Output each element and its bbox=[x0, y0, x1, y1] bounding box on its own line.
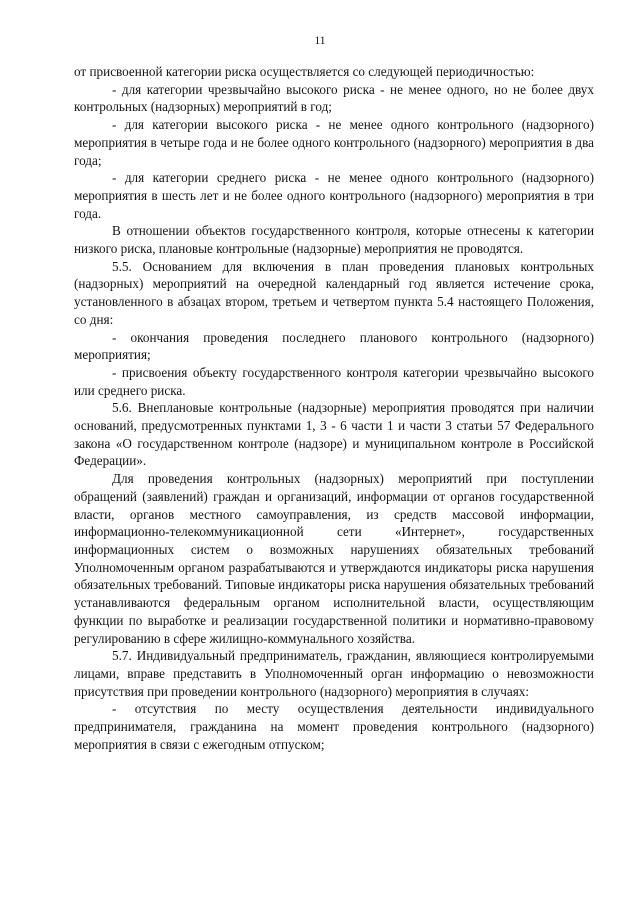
paragraph-low-risk: В отношении объектов государственного контроля, которые отнесены к категории низкого риска, плановые контрольные (надзорные) мероприятия не проводятся. bbox=[74, 223, 594, 257]
paragraph-5-7-item-1: - отсутствия по месту осуществления деятельности индивидуального предпринимателя, гражданина на момент проведения контрольного (надзорного) мероприятия в связи с ежегодным отпуском; bbox=[74, 701, 594, 752]
paragraph-risk-frequency-intro: от присвоенной категории риска осуществляется со следующей периодичностью: bbox=[74, 64, 535, 79]
paragraph-5-5-item-2: - присвоения объекту государственного контроля категории чрезвычайно высокого или среднего риска. bbox=[74, 364, 594, 398]
paragraph-5-5-item-1: - окончания проведения последнего планового контрольного (надзорного) мероприятия; bbox=[74, 329, 594, 363]
document-body bbox=[74, 63, 594, 753]
paragraph-5-6: 5.6. Внеплановые контрольные (надзорные) мероприятия проводятся при наличии оснований, предусмотренных пунктами 1, 3 - 6 части 1 и части 3 статьи 57 Федерального закона «О государственном контроле (надзоре) и муниципальном контроле в Российской Федерации». bbox=[74, 400, 594, 469]
paragraph-risk-indicators: Для проведения контрольных (надзорных) мероприятий при поступлении обращений (заявлений) граждан и организаций, информации от органов государственной власти, органов местного самоуправления, из средств массовой информации, информационно-телекоммуникационной сети «Интернет», государственных информационных систем о возможных нарушениях обязательных требований Уполномоченным органом разрабатываются и утверждаются индикаторы риска нарушения обязательных требований. Типовые индикаторы риска нарушения обязательных требований устанавливаются федеральным органом исполнительной власти, осуществляющим функции по выработке и реализации государственной политики и нормативно-правовому регулированию в сфере жилищно-коммунального хозяйства. bbox=[74, 471, 594, 646]
paragraph-extremely-high-risk: - для категории чрезвычайно высокого риска - не менее одного, но не более двух контрольных (надзорных) мероприятий в год; bbox=[74, 81, 594, 115]
paragraph-5-7: 5.7. Индивидуальный предприниматель, гражданин, являющиеся контролируемыми лицами, вправе представить в Уполномоченный орган информацию о невозможности присутствия при проведении контрольного (надзорного) мероприятия в случаях: bbox=[74, 648, 594, 699]
page-number: 11 bbox=[314, 35, 326, 47]
paragraph-medium-risk: - для категории среднего риска - не менее одного контрольного (надзорного) мероприятия в шесть лет и не более одного контрольного (надзорного) мероприятия в три года. bbox=[74, 170, 594, 221]
paragraph-5-5: 5.5. Основанием для включения в план проведения плановых контрольных (надзорных) мероприятий на очередной календарный год является истечение срока, установленного в абзацах втором, третьем и четвертом пункта 5.4 настоящего Положения, со дня: bbox=[74, 258, 594, 327]
paragraph-high-risk: - для категории высокого риска - не менее одного контрольного (надзорного) мероприятия в четыре года и не более одного контрольного (надзорного) мероприятия в два года; bbox=[74, 117, 594, 168]
